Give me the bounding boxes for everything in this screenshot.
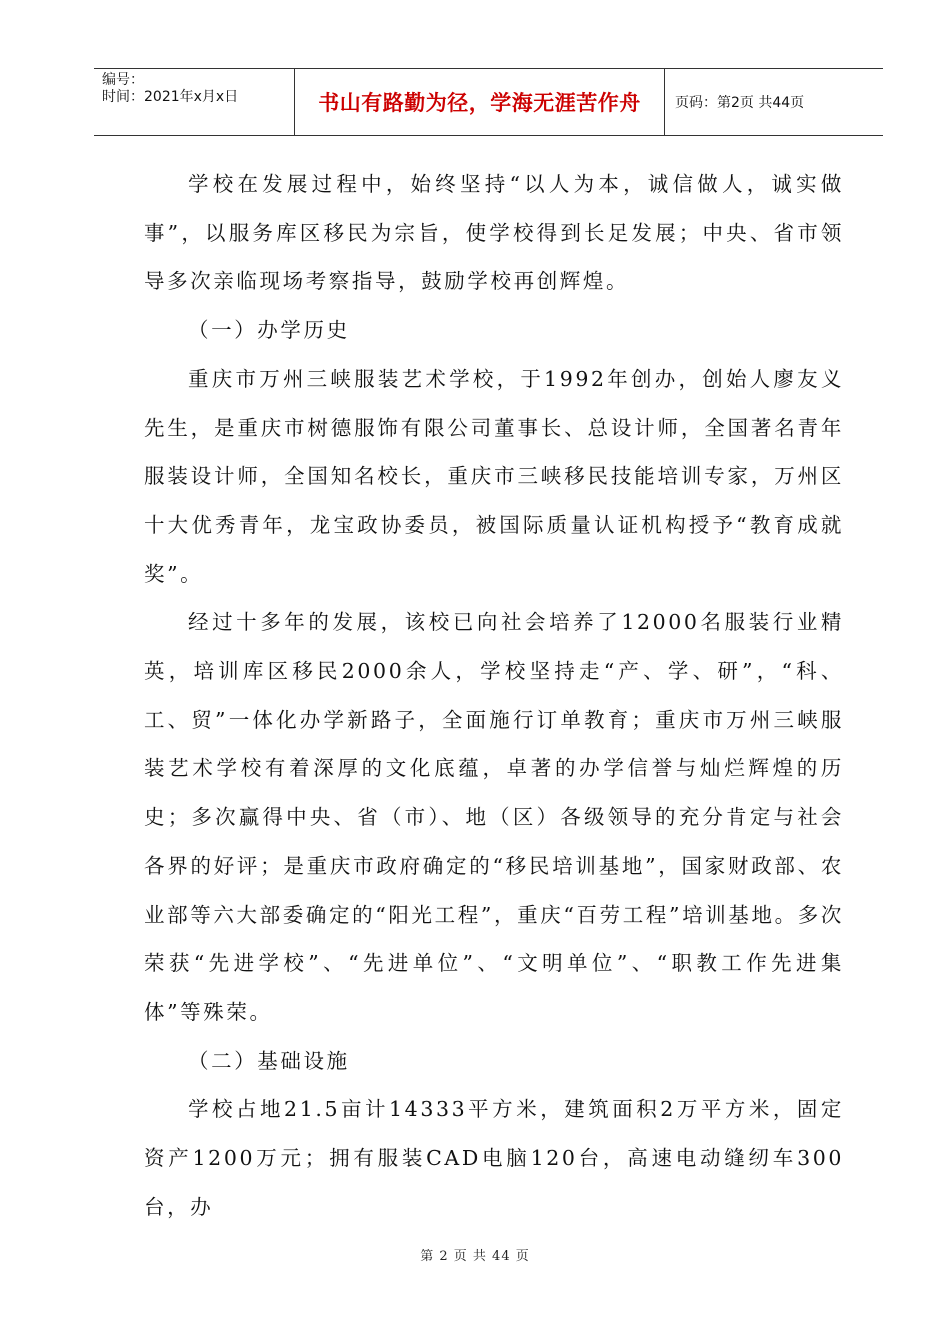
header-page-info: 页码：第2页 共44页 [675,95,805,111]
page-footer: 第 2 页 共 44 页 [420,1249,530,1264]
document-body [144,160,844,1231]
paragraph-facilities: 学校占地21.5亩计14333平方米，建筑面积2万平方米，固定资产1200万元；拥有服装CAD电脑120台，高速电动缝纫车300台，办 [144,1097,844,1219]
header-meta [94,69,295,135]
section-heading-history: （一）办学历史 [188,318,350,343]
code-label: 编号： [102,72,144,88]
header-motto: 书山有路勤为径，学海无涯苦作舟 [295,69,665,135]
section-heading-facilities: （二）基础设施 [188,1048,350,1073]
paragraph-development: 经过十多年的发展，该校已向社会培养了12000名服装行业精英，培训库区移民2000余人，学校坚持走“产、学、研”，“科、工、贸”一体化办学新路子，全面施行订单教育；重庆市万州三峡服装艺术学校有着深厚的文化底蕴，卓著的办学信誉与灿烂辉煌的历史；多次赢得中央、省（市）、地（区）各级领导的充分肯定与社会各界的好评；是重庆市政府确定的“移民培训基地”，国家财政部、农业部等六大部委确定的“阳光工程”，重庆“百劳工程”培训基地。多次荣获“先进学校”、“先进单位”、“文明单位”、“职教工作先进集体”等殊荣。 [144,610,844,1024]
paragraph-intro: 学校在发展过程中，始终坚持“以人为本，诚信做人，诚实做事”，以服务库区移民为宗旨，使学校得到长足发展；中央、省市领导多次亲临现场考察指导，鼓励学校再创辉煌。 [144,172,844,294]
page-header [94,68,883,136]
paragraph-history: 重庆市万州三峡服装艺术学校，于1992年创办，创始人廖友义先生，是重庆市树德服饰有限公司董事长、总设计师，全国著名青年服装设计师，全国知名校长，重庆市三峡移民技能培训专家，万州区十大优秀青年，龙宝政协委员，被国际质量认证机构授予“教育成就奖”。 [144,366,844,586]
time-label: 时间：2021年x月x日 [102,89,239,105]
